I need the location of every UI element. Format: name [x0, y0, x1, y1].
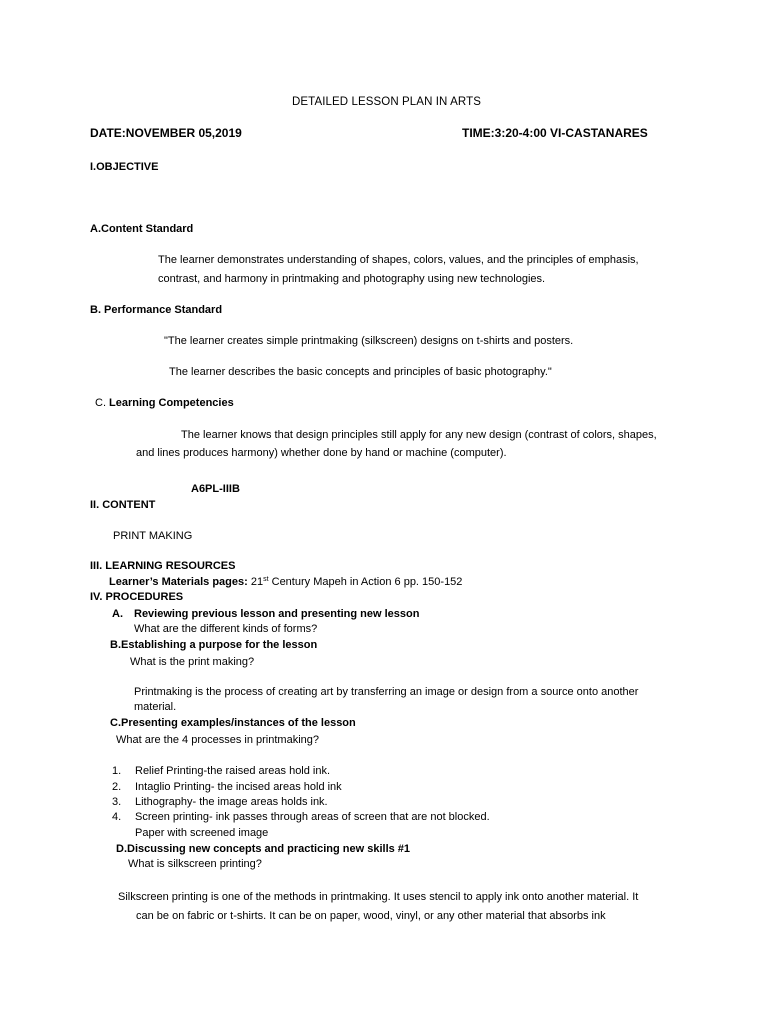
procedure-b-answer-line: material.: [134, 701, 177, 713]
competencies-line: and lines produces harmony) whether done by hand or machine (computer).: [136, 447, 507, 459]
resources-label: Learner’s Materials pages:: [109, 576, 248, 588]
list-item-number: 4.: [112, 811, 122, 823]
procedure-c-question: What are the 4 processes in printmaking?: [116, 734, 319, 746]
resources-value-prefix: 21: [250, 576, 264, 588]
procedure-b-heading: B.Establishing a purpose for the lesson: [110, 639, 318, 651]
procedure-a-letter: A.: [112, 608, 123, 620]
performance-standard-line: The learner describes the basic concepts and principles of basic photography.": [169, 366, 552, 378]
performance-standard-heading: B. Performance Standard: [90, 304, 223, 316]
resources-heading: III. LEARNING RESOURCES: [90, 560, 236, 572]
date-label: DATE:NOVEMBER 05,2019: [90, 126, 242, 140]
objective-heading: I.OBJECTIVE: [90, 161, 159, 173]
list-item-number: 1.: [112, 765, 122, 777]
competency-code: A6PL-IIIB: [191, 483, 240, 495]
procedure-d-answer-line: Silkscreen printing is one of the methods in printmaking. It uses stencil to apply ink onto another material. It: [118, 891, 639, 903]
procedure-b-answer-line: Printmaking is the process of creating art by transferring an image or design from a source onto another: [134, 686, 639, 698]
resources-value-suffix: Century Mapeh in Action 6 pp. 150-152: [271, 576, 463, 588]
procedure-d-question: What is silkscreen printing?: [128, 858, 262, 870]
list-item-extra: Paper with screened image: [135, 827, 269, 839]
time-label: TIME:3:20-4:00 VI-CASTANARES: [462, 126, 648, 140]
content-standard-line: The learner demonstrates understanding of shapes, colors, values, and the principles of emphasis,: [158, 254, 639, 266]
content-topic: PRINT MAKING: [113, 530, 193, 542]
page-title: DETAILED LESSON PLAN IN ARTS: [292, 96, 481, 108]
procedure-a-question: What are the different kinds of forms?: [134, 623, 318, 635]
procedure-c-heading: C.Presenting examples/instances of the lesson: [110, 717, 356, 729]
content-standard-heading: A.Content Standard: [90, 223, 194, 235]
performance-standard-line: "The learner creates simple printmaking (silkscreen) designs on t-shirts and posters.: [164, 335, 574, 347]
list-item: Intaglio Printing- the incised areas hold ink: [135, 781, 342, 793]
competencies-line: The learner knows that design principles still apply for any new design (contrast of colors, shapes,: [181, 429, 657, 441]
procedures-heading: IV. PROCEDURES: [90, 591, 184, 603]
procedure-d-heading: D.Discussing new concepts and practicing new skills #1: [116, 843, 411, 855]
competencies-letter: C.: [95, 397, 106, 409]
list-item-number: 3.: [112, 796, 122, 808]
list-item: Lithography- the image areas holds ink.: [135, 796, 328, 808]
resources-line: [109, 575, 462, 589]
content-standard-line: contrast, and harmony in printmaking and photography using new technologies.: [158, 273, 546, 285]
procedure-b-question: What is the print making?: [130, 656, 255, 668]
procedure-d-answer-line: can be on fabric or t-shirts. It can be on paper, wood, vinyl, or any other material that absorbs ink: [136, 910, 606, 922]
competencies-heading: Learning Competencies: [109, 397, 234, 409]
list-item-number: 2.: [112, 781, 122, 793]
procedure-a-heading: Reviewing previous lesson and presenting new lesson: [134, 608, 420, 620]
resources-value-sup: st: [263, 576, 269, 583]
list-item: Relief Printing-the raised areas hold ink.: [135, 765, 331, 777]
content-heading: II. CONTENT: [90, 499, 156, 511]
list-item: Screen printing- ink passes through areas of screen that are not blocked.: [135, 811, 490, 823]
